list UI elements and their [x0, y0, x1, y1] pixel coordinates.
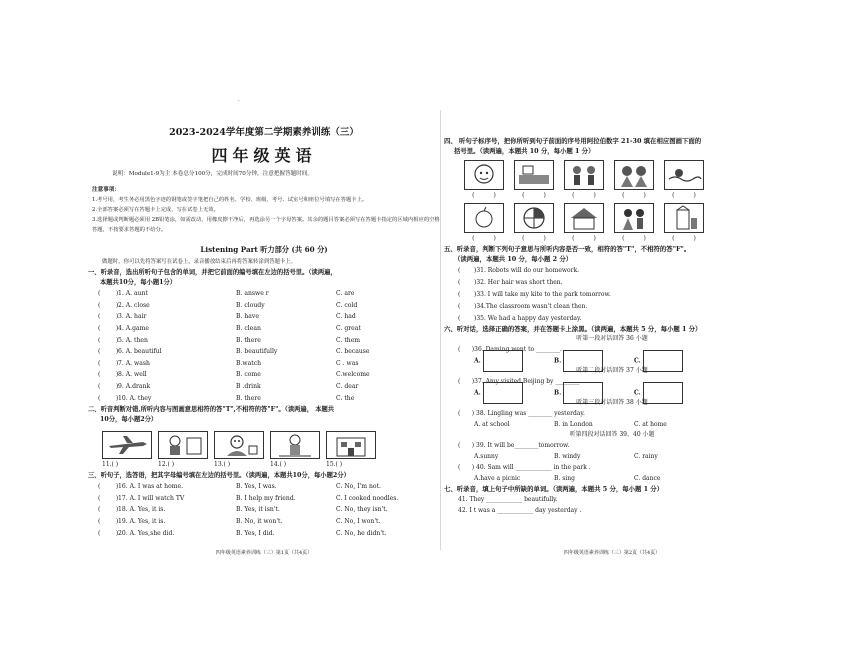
- exam-title: 2023-2024学年度第二学期素养训练（三）: [169, 127, 359, 138]
- tf-question-row: [444, 312, 780, 324]
- option-a: 5. A. then: [118, 336, 148, 344]
- section-6-heading: 六、听对话，选择正确的答案，并在答题卡上涂黑。（读两遍，本题共 5 分，每小题 1 分）: [444, 325, 702, 333]
- option-b: B. Yes, it isn't.: [236, 506, 280, 514]
- question-row: [88, 527, 440, 539]
- question-row: [88, 493, 440, 505]
- answer-label: 11.( ): [102, 460, 119, 468]
- question-39-options: A.sunny B. windy C. rainy: [474, 453, 658, 460]
- answer-paren: (: [458, 314, 461, 322]
- section-5-heading: 五、听录音，判断下列句子意思与所听内容是否一致，相符的答"T"，不相符的答"F"。 （读两遍，本题共 10 分，每小题 2 分）: [444, 245, 691, 263]
- question-38-options: A. at school B. in London C. at home: [474, 421, 667, 428]
- answer-paren: ( ): [98, 529, 119, 537]
- answer-paren: (: [458, 302, 461, 310]
- two-children-picture: [614, 203, 654, 233]
- option-b: B. come: [236, 371, 261, 379]
- plane-picture: [483, 382, 523, 404]
- option-c: C . was: [336, 359, 359, 367]
- left-page: [88, 78, 440, 558]
- answer-paren: ( ): [98, 506, 119, 514]
- answer-paren: ( ): [98, 518, 119, 526]
- option-a: 19. A. Yes, it is.: [118, 518, 166, 526]
- question-row: [88, 300, 440, 312]
- option-c: C. No, I won't.: [336, 518, 381, 526]
- question-row: [88, 323, 440, 335]
- tf-question-row: [444, 288, 780, 300]
- house-picture: [564, 203, 604, 233]
- section-3-heading: 三、听句子，选答语，把其字母编号填在左边的括号里。（读两遍，本题共10分，每小题2分）: [88, 471, 350, 479]
- question-row: [88, 481, 440, 493]
- blank-picture: [643, 350, 683, 372]
- option-b: B.watch: [236, 359, 262, 367]
- stray-mark: ·: [238, 99, 240, 105]
- question-row: [88, 381, 440, 393]
- notes-heading: 注意事项：: [92, 187, 120, 193]
- option-c: C. because: [336, 348, 370, 356]
- listening-intro: 做题时，你可以先将答案写在试卷上，录音播放结束后再将答案转涂到答题卡上。: [102, 259, 297, 265]
- option-b: B. cloudy: [236, 301, 265, 309]
- statement-text: )31. Robots will do our homework.: [474, 266, 580, 274]
- option-a: 10. A. they: [118, 394, 152, 402]
- section-2-answer-labels: [88, 461, 440, 468]
- statement-text: )33. I will take my kite to the park tomorrow.: [474, 290, 611, 298]
- section-4-parens-row-2: ( ) ( ) ( ) ( ) ( ): [472, 235, 696, 242]
- option-b: B. No, it won't.: [236, 518, 283, 526]
- option-a: 4. A.game: [118, 325, 150, 333]
- page-fold: [440, 110, 441, 550]
- swimming-picture: [664, 160, 704, 190]
- city-tower-picture: [483, 350, 523, 372]
- option-a: 17. A. I will watch TV: [118, 494, 185, 502]
- option-c: C. cold: [336, 301, 358, 309]
- tf-question-row: [444, 264, 780, 276]
- option-a: 3. A. hair: [118, 313, 147, 321]
- option-a: 9. A.drank: [118, 383, 151, 391]
- note-item: 3.选择题或判断题必须用 2B铅笔涂，如需改动，用橡皮擦干净后，再选涂另一个字母答案。其余的题目答案必须写在答题卡指定的区域内相应的空格答题，不按要求答题的不给分。: [92, 217, 440, 233]
- section-2-heading: 二、听音判断对错,所听内容与图画意思相符的答"T",不相符的答"F"。（读两遍， 本题共 10分，每小题2分）: [88, 405, 335, 423]
- fruit-picture: [464, 203, 504, 233]
- statement-text: )32. Her hair was short then.: [474, 278, 563, 286]
- exam-note: 说明：Module1-9为主 本卷总分100分，完成时间70分钟，注意把握答题时间。: [112, 171, 313, 177]
- option-c: C. No, I'm not.: [336, 483, 381, 491]
- notes-list: [88, 195, 440, 235]
- option-b: B. Yes, I did.: [236, 529, 275, 537]
- question-39: ( ) 39. It will be________tomorrow.: [458, 442, 570, 449]
- option-b: B. I help my friend.: [236, 494, 296, 502]
- option-c: C. No, he didn't.: [336, 529, 387, 537]
- page-footer: 四年级英语素养训练（三）第1页（共4页）: [215, 550, 313, 556]
- answer-paren: ( ): [98, 494, 119, 502]
- option-a: 20. A. Yes,she did.: [118, 529, 175, 537]
- girl-reading-picture: [214, 431, 264, 459]
- option-a: 6. A. beautiful: [118, 348, 162, 356]
- section-4-parens-row-1: ( ) ( ) ( ) ( ) ( ): [472, 192, 696, 199]
- option-c: C. them: [336, 336, 361, 344]
- dialogue-2-instruction: 听第二段对话回答 37 小题: [576, 367, 648, 374]
- answer-label: 14.( ): [270, 460, 287, 468]
- question-38: ( ) 38. Lingling was ________ yesterday.: [458, 410, 585, 417]
- option-c: C.welcome: [336, 371, 370, 379]
- girls-picture: [614, 160, 654, 190]
- listening-part-heading: Listening Part 听力部分 (共 60 分): [200, 245, 328, 254]
- option-c: C. are: [336, 290, 355, 298]
- children-picture: [564, 160, 604, 190]
- answer-paren: ( ): [98, 359, 119, 367]
- answer-paren: ( ): [98, 483, 119, 491]
- airplane-picture: [102, 431, 152, 459]
- boy-face-picture: [464, 160, 504, 190]
- answer-label: 13.( ): [214, 460, 231, 468]
- question-40: ( ) 40. Sam will ____________ in the park .: [458, 464, 591, 471]
- question-row: [88, 392, 440, 404]
- option-b: B. beautifully: [236, 348, 278, 356]
- option-c: C. I cooked noodles.: [336, 494, 399, 502]
- option-c: C. had: [336, 313, 356, 321]
- child-drawing-picture: [158, 431, 208, 459]
- note-item: 2.全部答案必须写在答题卡上完成，写在试卷上无效。: [92, 207, 219, 213]
- option-b: B .drink: [236, 383, 261, 391]
- section-4-pictures-row-1: [444, 160, 780, 190]
- section-1-heading: 一、听录音，选出所听句子包含的单词，并把它前面的编号填在左边的括号里。（读两遍， 本题共10分，每小题1分）: [88, 269, 337, 286]
- answer-label: 12.( ): [158, 460, 175, 468]
- page-footer: 四年级英语素养训练（三）第2页（共4页）: [563, 550, 661, 556]
- bed-room-picture: [514, 160, 554, 190]
- answer-paren: ( ): [98, 325, 119, 333]
- dialogue-3-instruction: 听第三段对话回答 38 小题: [576, 399, 648, 406]
- question-37-options: A. B. C.: [444, 387, 780, 398]
- tf-question-row: [444, 276, 780, 288]
- answer-paren: (: [458, 278, 461, 286]
- question-row: [88, 334, 440, 346]
- answer-label: 15.( ): [326, 460, 343, 468]
- question-row: [88, 358, 440, 370]
- section-7-heading: 七、听录音，填上句子中所缺的单词。（读两遍，本题共 5 分，每小题 1 分）: [444, 485, 664, 493]
- answer-paren: ( ): [98, 290, 119, 298]
- question-40-options: A.have a picnic B. sing C. dance: [474, 475, 661, 482]
- building-picture: [326, 431, 376, 459]
- question-37: ( )37. Amy visited Beijing by ________.: [458, 378, 582, 385]
- option-b: B. there: [236, 336, 261, 344]
- section-5-questions: [444, 264, 780, 324]
- answer-paren: (: [458, 290, 461, 298]
- statement-text: )35. We had a happy day yesterday.: [474, 314, 582, 322]
- ball-picture: [514, 203, 554, 233]
- question-row: [88, 346, 440, 358]
- option-c: C. the: [336, 394, 355, 402]
- question-41: 41. They ____________ beautifully.: [458, 496, 558, 503]
- option-c: C. No, they isn't.: [336, 506, 388, 514]
- option-b: B. Yes, I was.: [236, 483, 277, 491]
- dialogue-4-instruction: 听第四段对话回答 39、40 小题: [569, 431, 655, 438]
- statement-text: )34.The classroom wasn't clean then.: [474, 302, 588, 310]
- exam-subject: 四年级英语: [211, 146, 317, 165]
- answer-paren: ( ): [98, 301, 119, 309]
- section-1-questions: [88, 288, 440, 404]
- answer-paren: ( ): [98, 394, 119, 402]
- answer-paren: ( ): [98, 383, 119, 391]
- right-page: [444, 78, 780, 558]
- answer-paren: ( ): [98, 313, 119, 321]
- question-row: [88, 311, 440, 323]
- milk-box-picture: [664, 203, 704, 233]
- option-b: B. answe r: [236, 290, 269, 298]
- option-b: B. have: [236, 313, 259, 321]
- option-a: 18. A. Yes, it is.: [118, 506, 166, 514]
- answer-paren: ( ): [98, 348, 119, 356]
- option-a: 8. A. well: [118, 371, 147, 379]
- question-42: 42. I t was a ____________ day yesterday .: [458, 507, 582, 514]
- dialogue-1-instruction: 听第一段对话回答 36 小题: [576, 335, 648, 342]
- option-c: C. dear: [336, 383, 359, 391]
- section-4-pictures-row-2: [444, 203, 780, 233]
- question-36: ( )36. Daming went to ________.: [458, 346, 562, 353]
- boy-picture: [270, 431, 320, 459]
- question-row: [88, 504, 440, 516]
- option-c: C. great: [336, 325, 361, 333]
- ship-picture: [643, 382, 683, 404]
- answer-paren: ( ): [98, 336, 119, 344]
- section-3-questions: [88, 481, 440, 539]
- question-row: [88, 516, 440, 528]
- question-36-options: A. B. C.: [444, 355, 780, 366]
- option-a: 16. A. I was at home.: [118, 483, 184, 491]
- section-4-heading: 四、 听句子标序号，把你所听到句子前面的序号用阿拉伯数字 21-30 填在相应图画下面的 括号里。（读两遍，本题共 10 分，每小题 1 分）: [444, 137, 702, 155]
- answer-paren: (: [458, 266, 461, 274]
- tf-question-row: [444, 300, 780, 312]
- option-b: B. clean: [236, 325, 261, 333]
- note-item: 1.考号用，考生务必用黑色字迹的钢笔或签字笔把自己的姓名、学校、班级、考号、试室号和座位号填写在答题卡上。: [92, 197, 368, 203]
- section-2-pictures: [88, 431, 440, 459]
- answer-paren: ( ): [98, 371, 119, 379]
- question-row: [88, 369, 440, 381]
- option-b: B. there: [236, 394, 261, 402]
- question-row: [88, 288, 440, 300]
- option-a: 2. A. close: [118, 301, 150, 309]
- option-a: 1. A. aunt: [118, 290, 148, 298]
- option-a: 7. A. wash: [118, 359, 150, 367]
